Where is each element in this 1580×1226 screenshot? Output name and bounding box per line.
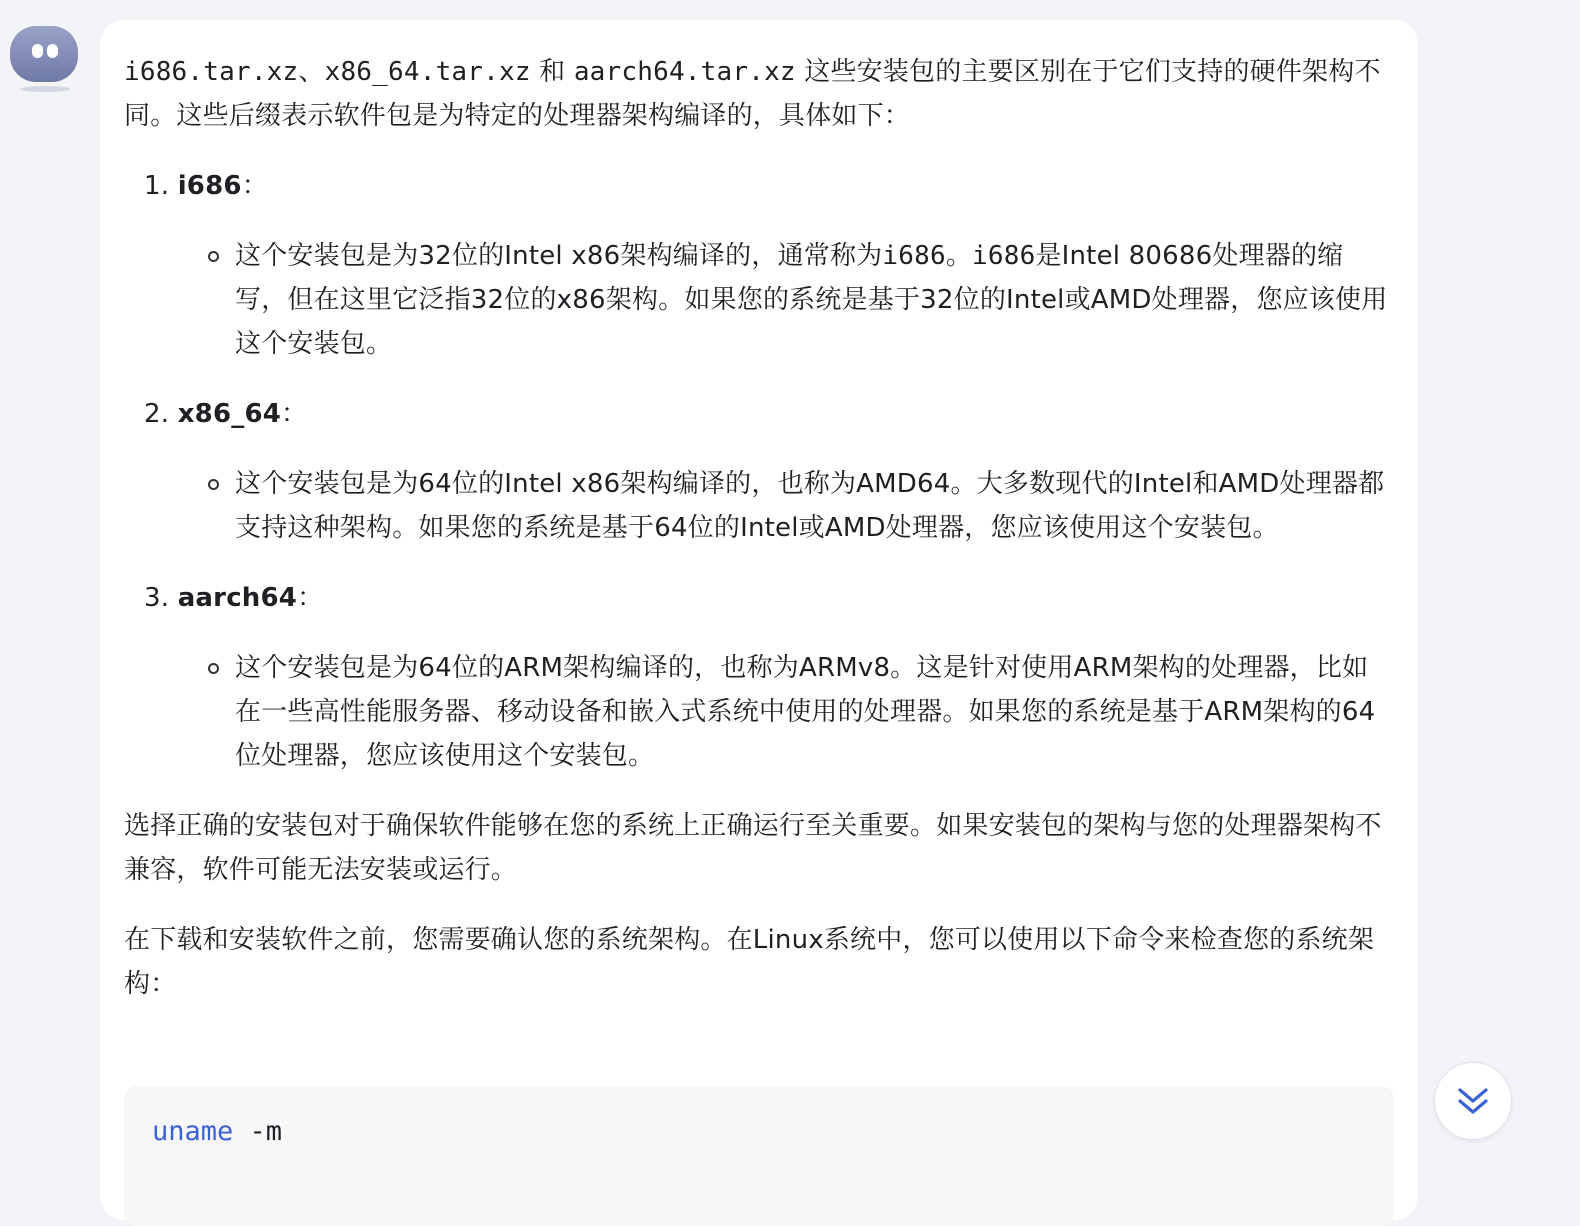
text: 、	[298, 57, 325, 87]
text: ：	[241, 171, 268, 201]
text: 这个安装包是为64位的ARM架构编译的，也称为ARMv8。这是针对使用ARM架构的处理器，比如在一些高性能服务器、移动设备和嵌入式系统中使用的处理器。如果您的系统是基于ARM架构的64位处理器，您应该使用这个安装包。	[235, 653, 1376, 771]
bullet-icon	[208, 251, 219, 262]
avatar-shadow	[20, 86, 70, 92]
list-item-description	[124, 462, 1394, 550]
list-number: 2.	[144, 399, 170, 429]
text: ：	[281, 399, 308, 429]
code-args: -m	[233, 1116, 283, 1147]
text: 这些安装包的主要区别在于它们支持的硬件架构不同。这些后缀表示软件包是为特定的处理器架构编译的，具体如下：	[124, 57, 1381, 131]
inline-code: aarch64.tar.xz	[573, 57, 796, 87]
text: 是Intel 80686处理器的缩写，但在这里它泛指32位的x86架构。如果您的系统是基于32位的Intel或AMD处理器，您应该使用这个安装包。	[235, 241, 1388, 359]
list-item-heading: x86_64	[177, 399, 282, 429]
inline-code: i686.tar.xz	[124, 57, 299, 87]
code-block[interactable]	[124, 1086, 1394, 1226]
text: 这个安装包是为64位的Intel x86架构编译的，也称为AMD64。大多数现代的Intel和AMD处理器都支持这种架构。如果您的系统是基于64位的Intel或AMD处理器，您应该使用这个安装包。	[235, 469, 1385, 543]
intro-paragraph	[124, 50, 1394, 138]
inline-code: i686	[972, 241, 1036, 271]
list-item-i686	[124, 164, 1394, 208]
paragraph: 在下载和安装软件之前，您需要确认您的系统架构。在Linux系统中，您可以使用以下命令来检查您的系统架构：	[124, 925, 1375, 999]
double-chevron-down-icon	[1456, 1084, 1490, 1118]
code-line	[152, 1116, 282, 1147]
list-item-heading: i686	[177, 171, 242, 201]
inline-code: i686	[882, 241, 946, 271]
inline-code: x86_64.tar.xz	[324, 57, 531, 87]
text: 。	[945, 241, 973, 271]
code-command: uname	[152, 1116, 234, 1147]
text: 和	[530, 57, 574, 87]
text: ：	[297, 583, 324, 613]
paragraph: 选择正确的安装包对于确保软件能够在您的系统上正确运行至关重要。如果安装包的架构与您的处理器架构不兼容，软件可能无法安装或运行。	[124, 811, 1382, 885]
scroll-to-bottom-button[interactable]	[1434, 1062, 1512, 1140]
list-item-description	[124, 646, 1394, 778]
avatar	[10, 26, 78, 82]
list-number: 3.	[144, 583, 170, 613]
avatar-eye-left	[32, 44, 43, 58]
bullet-icon	[208, 663, 219, 674]
list-item-description	[124, 234, 1394, 366]
list-item-heading: aarch64	[177, 583, 298, 613]
text: 这个安装包是为32位的Intel x86架构编译的，通常称为	[235, 241, 883, 271]
list-item-aarch64	[124, 576, 1394, 620]
bullet-icon	[208, 479, 219, 490]
list-number: 1.	[144, 171, 170, 201]
assistant-message-card	[100, 20, 1418, 1220]
message-content	[124, 50, 1394, 1032]
avatar-eye-right	[47, 44, 58, 58]
list-item-x86_64	[124, 392, 1394, 436]
